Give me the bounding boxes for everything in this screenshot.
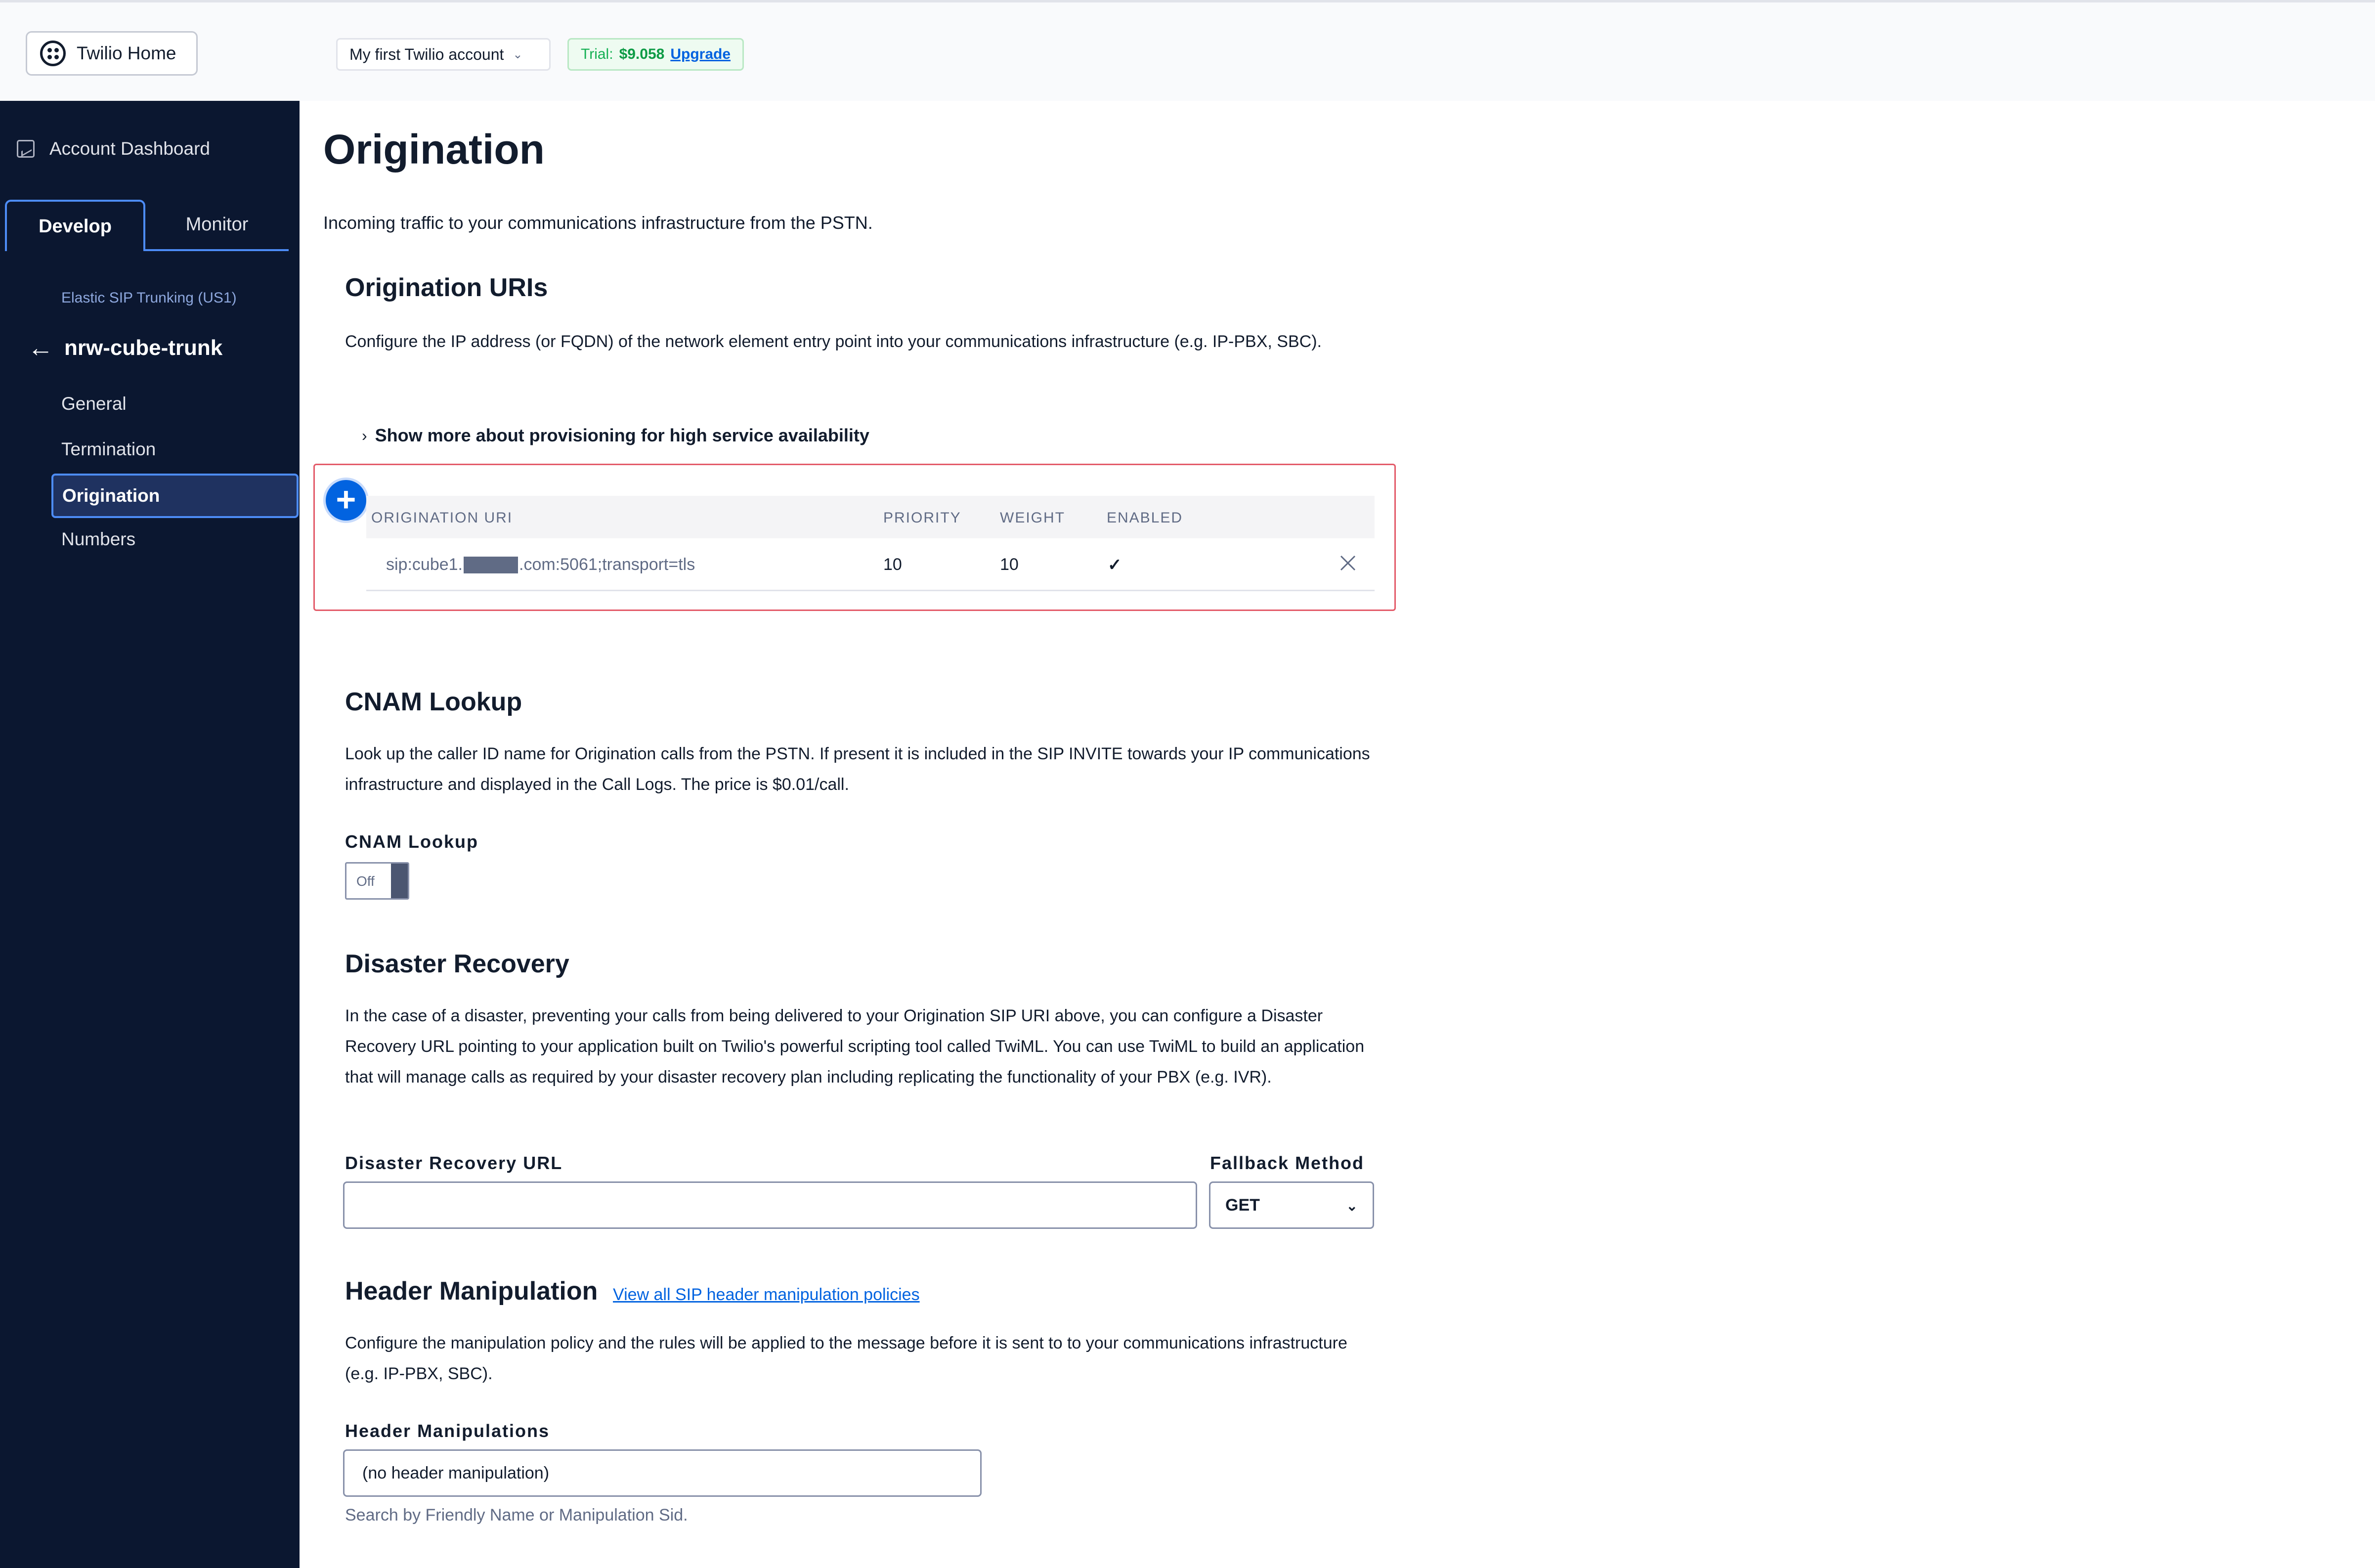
trial-amount: $9.058 [619, 46, 665, 62]
arrow-left-icon: ← [28, 334, 53, 362]
checkmark-icon: ✓ [1108, 556, 1122, 574]
redacted-domain [464, 557, 518, 573]
column-enabled: ENABLED [1107, 510, 1183, 526]
sidebar-item-general[interactable]: General [61, 393, 127, 414]
column-priority: PRIORITY [883, 510, 961, 526]
origination-uri-table [313, 464, 1396, 611]
origination-uris-heading: Origination URIs [345, 273, 548, 302]
sidebar-item-numbers[interactable]: Numbers [61, 529, 136, 549]
account-dashboard-link[interactable] [17, 138, 210, 159]
disaster-recovery-description: In the case of a disaster, preventing your calls from being delivered to your Origination SIP URI above, you can configure a Disaster Recovery URL pointing to your application built on Twilio's powerful scripting tool called TwiML. You can use TwiML to build an application that will manage calls as required by your disaster recovery plan including replicating the functionality of your PBX (e.g. IVR). [345, 1006, 1365, 1087]
upgrade-link[interactable]: Upgrade [670, 46, 731, 62]
header-manipulations-label: Header Manipulations [345, 1421, 550, 1441]
header-manipulations-help: Search by Friendly Name or Manipulation Sid. [345, 1506, 688, 1524]
column-origination-uri: ORIGINATION URI [371, 510, 513, 526]
origination-uris-description: Configure the IP address (or FQDN) of the network element entry point into your communications infrastructure (e.g. IP-PBX, SBC). [345, 332, 1322, 351]
trial-badge [567, 38, 744, 71]
close-icon[interactable] [1338, 553, 1358, 573]
trunk-name: nrw-cube-trunk [64, 336, 223, 360]
header-manipulation-description: Configure the manipulation policy and the rules will be applied to the message before it is sent to to your communications infrastructure (e.g. IP-PBX, SBC). [345, 1334, 1347, 1383]
fallback-method-select[interactable] [1209, 1181, 1374, 1229]
weight-value: 10 [1000, 555, 1019, 574]
show-more-label: Show more about provisioning for high service availability [375, 425, 869, 445]
dashboard-icon [17, 140, 35, 158]
account-name: My first Twilio account [349, 45, 504, 63]
uri-prefix: sip:cube1. [386, 555, 463, 574]
cnam-toggle-state: Off [356, 873, 375, 889]
origination-uri-value[interactable] [386, 555, 695, 574]
tab-monitor[interactable]: Monitor [145, 200, 289, 251]
view-sip-header-policies-link[interactable]: View all SIP header manipulation policies [613, 1285, 920, 1304]
account-selector[interactable] [336, 38, 551, 71]
top-bar [0, 0, 2375, 101]
trial-label: Trial: [581, 46, 613, 62]
sidebar [0, 101, 300, 1568]
breadcrumb[interactable]: Elastic SIP Trunking (US1) [61, 290, 237, 306]
twilio-home-label: Twilio Home [77, 43, 176, 63]
trunk-back-link[interactable] [28, 335, 222, 361]
disaster-recovery-url-label: Disaster Recovery URL [345, 1153, 563, 1173]
show-more-toggle[interactable] [362, 425, 869, 446]
cnam-heading: CNAM Lookup [345, 688, 522, 716]
fallback-method-value: GET [1225, 1195, 1260, 1215]
fallback-method-label: Fallback Method [1210, 1153, 1365, 1173]
cnam-description: Look up the caller ID name for Origination calls from the PSTN. If present it is included in the SIP INVITE towards your IP communications infrastructure and displayed in the Call Logs. The price is $0.01/call. [345, 744, 1370, 794]
disaster-recovery-url-input[interactable] [343, 1181, 1197, 1229]
column-weight: WEIGHT [1000, 510, 1065, 526]
page-title: Origination [323, 126, 545, 173]
priority-value: 10 [883, 555, 902, 574]
main-content [300, 101, 2375, 1568]
twilio-home-button[interactable] [26, 31, 198, 76]
tab-develop[interactable]: Develop [5, 200, 145, 251]
account-dashboard-label: Account Dashboard [49, 138, 210, 159]
header-manipulation-heading: Header Manipulation [345, 1277, 598, 1306]
chevron-right-icon: › [362, 426, 367, 444]
chevron-down-icon: ⌄ [513, 47, 523, 61]
chevron-down-icon: ⌄ [1346, 1198, 1358, 1214]
header-manipulations-input[interactable]: (no header manipulation) [343, 1449, 982, 1497]
table-header [366, 496, 1375, 538]
twilio-logo-icon [40, 41, 66, 66]
cnam-field-label: CNAM Lookup [345, 831, 478, 852]
disaster-recovery-heading: Disaster Recovery [345, 950, 569, 978]
page-description: Incoming traffic to your communications infrastructure from the PSTN. [323, 213, 873, 233]
sidebar-tabs [5, 200, 289, 251]
uri-suffix: .com:5061;transport=tls [519, 555, 695, 574]
plus-icon[interactable]: + [326, 480, 366, 521]
toggle-knob [391, 864, 408, 898]
table-row [366, 538, 1375, 591]
cnam-toggle[interactable] [345, 862, 409, 900]
sidebar-item-origination[interactable]: Origination [51, 474, 299, 518]
sidebar-item-termination[interactable]: Termination [61, 439, 156, 459]
